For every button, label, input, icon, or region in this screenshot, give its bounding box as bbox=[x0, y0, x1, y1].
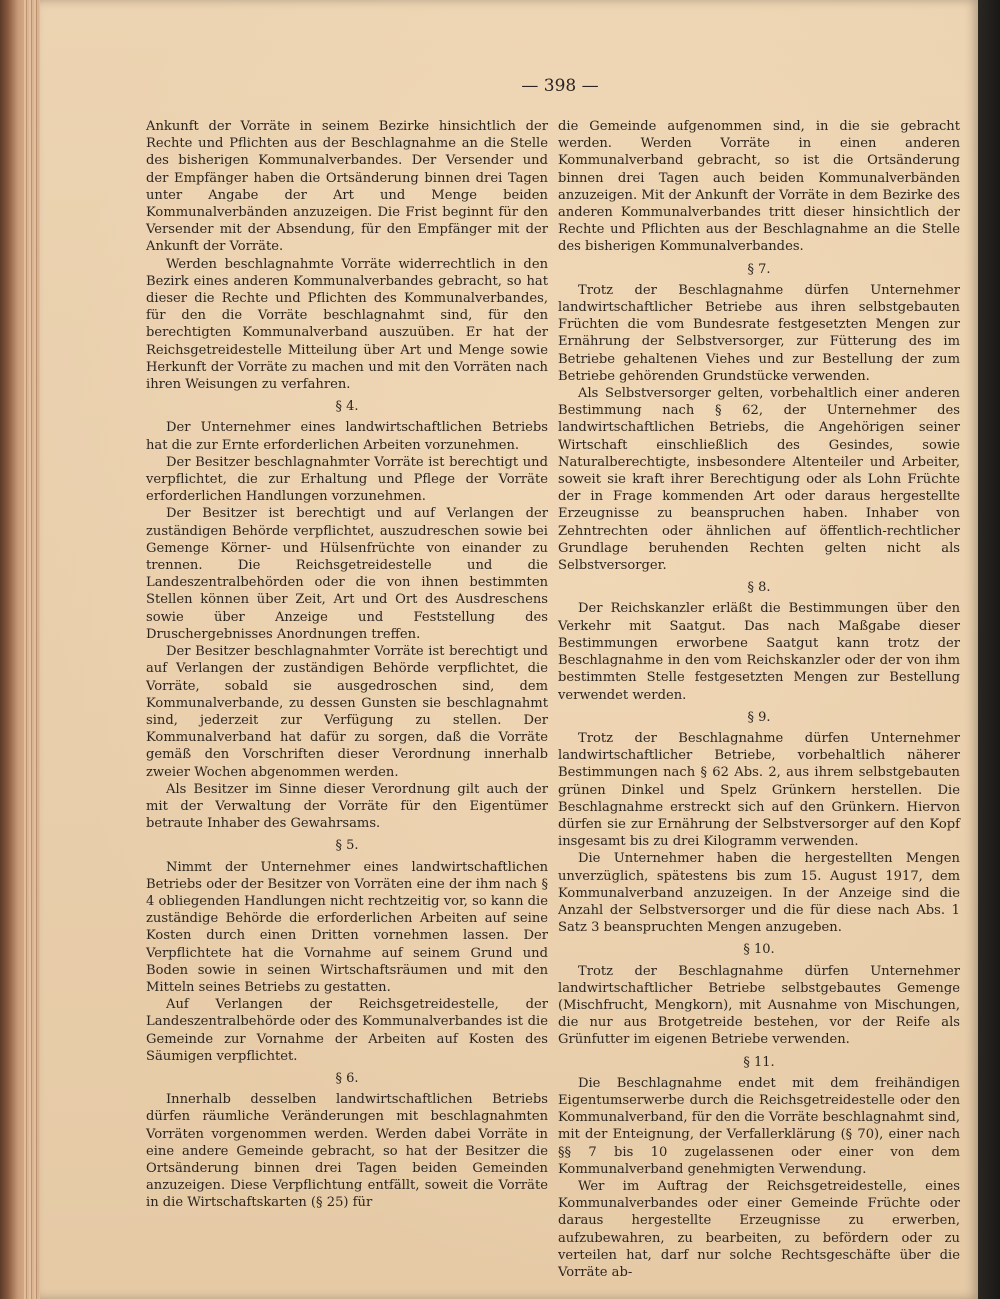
section-heading: § 4. bbox=[335, 399, 359, 415]
paragraph: Der Unternehmer eines landwirtschaftlichen Betriebs hat die zur Ernte erforderlichen Arbeiten vorzunehmen. bbox=[146, 420, 548, 453]
paragraph: Trotz der Beschlagnahme dürfen Unternehmer landwirtschaftlicher Betriebe selbstgebautes Gemenge (Mischfrucht, Mengkorn), mit Ausnahme von Mischungen, die nur aus Brotgetreide bestehen, vor der Reife als Grünfutter im eigenen Betriebe verwenden. bbox=[558, 963, 960, 1048]
paragraph: Werden beschlagnahmte Vorräte widerrechtlich in den Bezirk eines anderen Kommunalverbandes gebracht, so hat dieser die Rechte und Pflichten des Kommunalverbandes, für den die Vorräte beschlagnahmt sind, für den berechtigten Kommunalverband auszuüben. Er hat der Reichsgetreidestelle Mitteilung über Art und Menge sowie Herkunft der Vorräte zu machen und mit den Vorräten nach ihren Weisungen zu verfahren. bbox=[146, 256, 548, 393]
page-shadow bbox=[978, 0, 1000, 1299]
paragraph: Wer im Auftrag der Reichsgetreidestelle, eines Kommunalverbandes oder einer Gemeinde Früchte oder daraus hergestellte Erzeugnisse zu erwerben, aufzubewahren, zu bearbeiten, zu befördern oder zu verteilen hat, darf nur solche Rechtsgeschäfte über die Vorräte ab- bbox=[558, 1178, 960, 1280]
paragraph: die Gemeinde aufgenommen sind, in die sie gebracht werden. Werden Vorräte in einen anderen Kommunalverband gebracht, so ist die Ortsänderung binnen drei Tagen auch beiden Kommunalverbänden anzuzeigen. Mit der Ankunft der Vorräte in dem Bezirke des anderen Kommunalverbandes tritt dieser hinsichtlich der Rechte und Pflichten aus der Beschlagnahme an die Stelle des bisherigen Kommunalverbandes. bbox=[558, 119, 960, 255]
paragraph: Der Besitzer beschlagnahmter Vorräte ist berechtigt und verpflichtet, die zur Erhaltung und Pflege der Vorräte erforderlichen Handlungen vorzunehmen. bbox=[146, 454, 548, 505]
section-heading: § 7. bbox=[747, 261, 771, 277]
paragraph: Als Selbstversorger gelten, vorbehaltlich einer anderen Bestimmung nach § 62, der Unternehmer des landwirtschaftlichen Betriebs, die Angehörigen seiner Wirtschaft einschließlich des Gesindes, sowie Naturalberechtigte, insbesondere Altenteiler und Arbeiter, soweit sie kraft ihrer Berechtigung oder als Lohn Früchte der in Frage kommenden Art oder daraus hergestellte Erzeugnisse zu beanspruchen haben. Inhaber von Zehntrechten oder ähnlichen auf öffentlich-rechtlicher Grundlage beruhenden Rechten gelten nicht als Selbstversorger. bbox=[558, 386, 960, 574]
document-page bbox=[40, 0, 980, 1299]
paragraph: Nimmt der Unternehmer eines landwirtschaftlichen Betriebs oder der Besitzer von Vorräten eine der ihm nach § 4 obliegenden Handlungen nicht rechtzeitig vor, so kann die zuständige Behörde die erforderlichen Arbeiten auf seine Kosten durch einen Dritten vornehmen lassen. Der Verpflichtete hat die Vornahme auf seinem Grund und Boden sowie in seinen Wirtschaftsräumen und mit den Mitteln seines Betriebs zu gestatten. bbox=[146, 859, 548, 995]
right-column bbox=[558, 118, 960, 1281]
paragraph: Der Besitzer beschlagnahmter Vorräte ist berechtigt und auf Verlangen der zuständigen Behörde verpflichtet, die Vorräte, sobald sie ausgedroschen sind, dem Kommunalverbande, zu dessen Gunsten sie beschlagnahmt sind, jederzeit zur Verfügung zu stellen. Der Kommunalverband hat dafür zu sorgen, daß die Vorräte gemäß den Vorschriften dieser Verordnung innerhalb zweier Wochen abgenommen werden. bbox=[146, 644, 548, 780]
left-column bbox=[146, 118, 548, 1212]
paragraph: Ankunft der Vorräte in seinem Bezirke hinsichtlich der Rechte und Pflichten aus der Beschlagnahme an die Stelle des bisherigen Kommunalverbandes. Der Versender und der Empfänger haben die Ortsänderung binnen drei Tagen unter Angabe der Art und Menge beiden Kommunalverbänden anzuzeigen. Die Frist beginnt für den Versender mit der Absendung, für den Empfänger mit der Ankunft der Vorräte. bbox=[146, 119, 548, 255]
page-number: — 398 — bbox=[521, 76, 599, 96]
section-heading: § 10. bbox=[743, 942, 775, 958]
paragraph: Der Reichskanzler erläßt die Bestimmungen über den Verkehr mit Saatgut. Das nach Maßgabe dieser Bestimmungen erworbene Saatgut kann trotz der Beschlagnahme in den vom Reichskanzler oder der von ihm bestimmten Stelle festgesetzten Mengen zur Bestellung verwendet werden. bbox=[558, 601, 960, 703]
section-heading: § 5. bbox=[335, 838, 359, 854]
section-heading: § 6. bbox=[335, 1070, 359, 1086]
section-heading: § 8. bbox=[747, 580, 771, 596]
paragraph: Der Besitzer ist berechtigt und auf Verlangen der zuständigen Behörde verpflichtet, auszudreschen sowie bei Gemenge Körner- und Hülsenfrüchte von einander zu trennen. Die Reichsgetreidestelle und die Landeszentralbehörden oder die von ihnen bestimmten Stellen können über Zeit, Art und Ort des Ausdreschens sowie über Anzeige und Feststellung des Druschergebnisses Anordnungen treffen. bbox=[146, 506, 548, 642]
paragraph: Trotz der Beschlagnahme dürfen Unternehmer landwirtschaftlicher Betriebe, vorbehaltlich näherer Bestimmungen nach § 62 Abs. 2, aus ihrem selbstgebauten grünen Dinkel und Spelz Grünkern herstellen. Die Beschlagnahme erstreckt sich auf den Grünkern. Hiervon dürfen sie zur Ernährung der Selbstversorger auf den Kopf insgesamt bis zu drei Kilogramm verwenden. bbox=[558, 730, 960, 850]
paragraph: Trotz der Beschlagnahme dürfen Unternehmer landwirtschaftlicher Betriebe aus ihren selbstgebauten Früchten die vom Bundesrate festgesetzten Mengen zur Ernährung der Selbstversorger, zur Fütterung des im Betriebe gehaltenen Viehes und zur Bestellung der zum Betriebe gehörenden Grundstücke verwenden. bbox=[558, 282, 960, 384]
paragraph: Die Unternehmer haben die hergestellten Mengen unverzüglich, spätestens bis zum 15. August 1917, dem Kommunalverband anzuzeigen. In der Anzeige sind die Anzahl der Selbstversorger und die für diese nach Abs. 1 Satz 3 beanspruchten Mengen anzugeben. bbox=[558, 851, 960, 936]
paragraph: Die Beschlagnahme endet mit dem freihändigen Eigentumserwerbe durch die Reichsgetreidestelle oder den Kommunalverband, für den die Vorräte beschlagnahmt sind, mit der Enteignung, der Verfallerklärung (§ 70), einer nach §§ 7 bis 10 zugelassenen oder einer von dem Kommunalverband genehmigten Verwendung. bbox=[558, 1075, 960, 1177]
paragraph: Auf Verlangen der Reichsgetreidestelle, der Landeszentralbehörde oder des Kommunalverbandes ist die Gemeinde zur Vornahme der Arbeiten auf Kosten des Säumigen verpflichtet. bbox=[146, 997, 548, 1064]
section-heading: § 11. bbox=[743, 1054, 775, 1070]
paragraph: Als Besitzer im Sinne dieser Verordnung gilt auch der mit der Verwaltung der Vorräte für den Eigentümer betraute Inhaber des Gewahrsams. bbox=[146, 781, 548, 832]
section-heading: § 9. bbox=[747, 709, 771, 725]
paragraph: Innerhalb desselben landwirtschaftlichen Betriebs dürfen räumliche Veränderungen mit beschlagnahmten Vorräten vorgenommen werden. Werden dabei Vorräte in eine andere Gemeinde gebracht, so hat der Besitzer die Ortsänderung binnen drei Tagen beiden Gemeinden anzuzeigen. Diese Verpflichtung entfällt, soweit die Vorräte in die Wirtschaftskarten (§ 25) für bbox=[146, 1092, 548, 1211]
